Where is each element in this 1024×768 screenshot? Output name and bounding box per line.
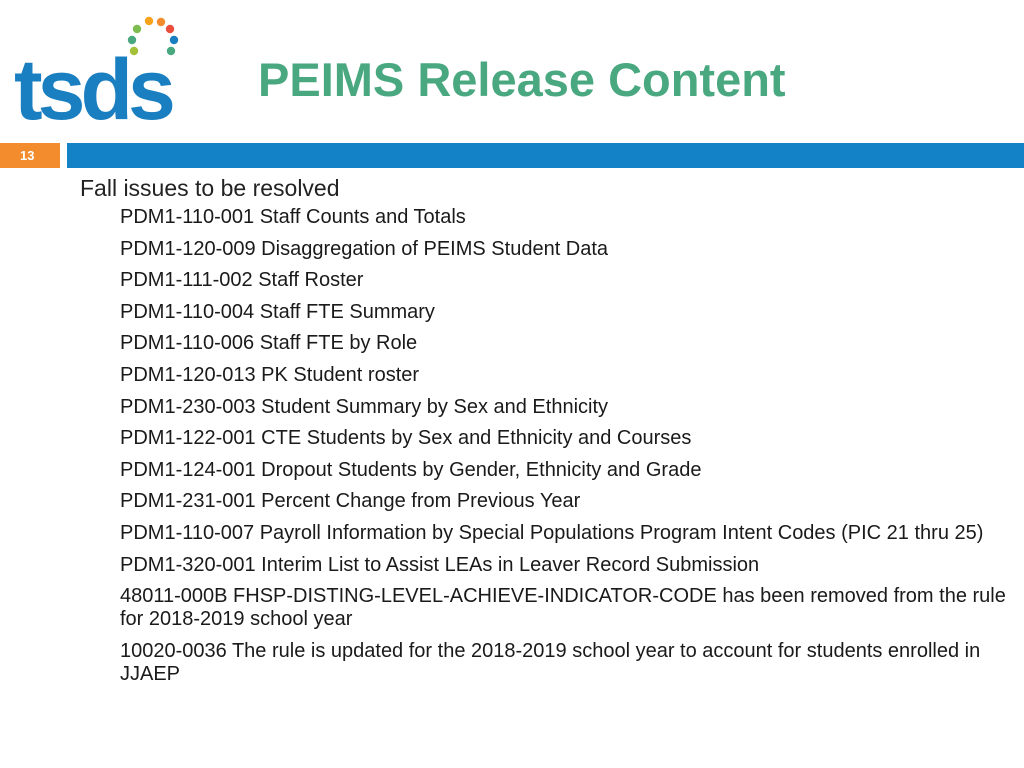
list-item: PDM1-120-013 PK Student roster xyxy=(120,363,420,386)
list-item: PDM1-124-001 Dropout Students by Gender, Ethnicity and Grade xyxy=(120,458,702,481)
list-item: 10020-0036 The rule is updated for the 2018-2019 school year to account for students enrolled in JJAEP xyxy=(120,639,981,685)
section-heading: Fall issues to be resolved xyxy=(80,175,340,201)
list-item: PDM1-110-001 Staff Counts and Totals xyxy=(120,206,466,228)
issue-list xyxy=(80,206,1010,686)
list-item: PDM1-110-007 Payroll Information by Special Populations Program Intent Codes (PIC 21 thru 25) xyxy=(120,521,984,544)
slide-number-badge: 13 xyxy=(0,143,60,168)
list-item: PDM1-231-001 Percent Change from Previous Year xyxy=(120,490,581,513)
logo-wordmark: tsds xyxy=(14,42,171,129)
list-item: PDM1-110-006 Staff FTE by Role xyxy=(120,332,418,355)
list-item: PDM1-120-009 Disaggregation of PEIMS Student Data xyxy=(120,237,609,260)
list-item: PDM1-110-004 Staff FTE Summary xyxy=(120,300,435,323)
list-item: PDM1-230-003 Student Summary by Sex and Ethnicity xyxy=(120,395,609,418)
list-item: PDM1-122-001 CTE Students by Sex and Ethnicity and Courses xyxy=(120,427,692,450)
list-item: PDM1-320-001 Interim List to Assist LEAs in Leaver Record Submission xyxy=(120,553,760,576)
tsds-logo xyxy=(12,14,202,129)
slide-title: PEIMS Release Content xyxy=(258,53,786,106)
list-item: PDM1-111-002 Staff Roster xyxy=(120,269,364,292)
slide-content xyxy=(80,174,1010,694)
list-item: 48011-000B FHSP-DISTING-LEVEL-ACHIEVE-INDICATOR-CODE has been removed from the rule for 2018-2019 school year xyxy=(120,585,1006,631)
header-rule-bar xyxy=(67,143,1024,168)
